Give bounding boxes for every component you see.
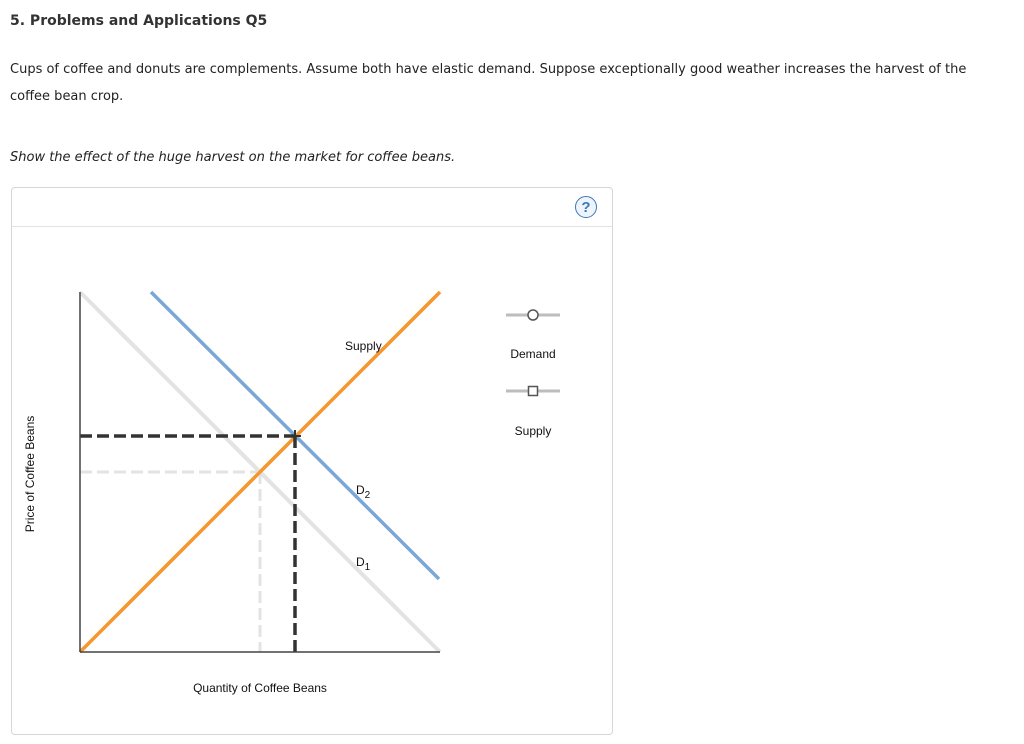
question-prompt: Cups of coffee and donuts are complements. Assume both have elastic demand. Suppose exceptionally good weather increases the harvest of the coffee bean crop. bbox=[10, 62, 967, 104]
supply-tool-label: Supply bbox=[514, 424, 552, 438]
x-axis-label: Quantity of Coffee Beans bbox=[193, 681, 327, 695]
square-marker-icon bbox=[529, 387, 538, 396]
question-title: 5. Problems and Applications Q5 bbox=[10, 13, 268, 29]
supply-curve-label: Supply bbox=[345, 339, 382, 353]
supply-tool[interactable] bbox=[506, 387, 560, 439]
help-icon[interactable]: ? bbox=[575, 196, 597, 218]
d2-curve-label: $D_2$ bbox=[356, 483, 371, 501]
y-axis-label: Price of Coffee Beans bbox=[23, 415, 37, 533]
demand-tool-label: Demand bbox=[510, 347, 556, 361]
demand-tool[interactable] bbox=[506, 310, 560, 361]
d1-curve-label: $D_1$ bbox=[356, 555, 371, 573]
circle-marker-icon bbox=[528, 310, 538, 320]
question-instruction: Show the effect of the huge harvest on the market for coffee beans. bbox=[10, 150, 456, 165]
